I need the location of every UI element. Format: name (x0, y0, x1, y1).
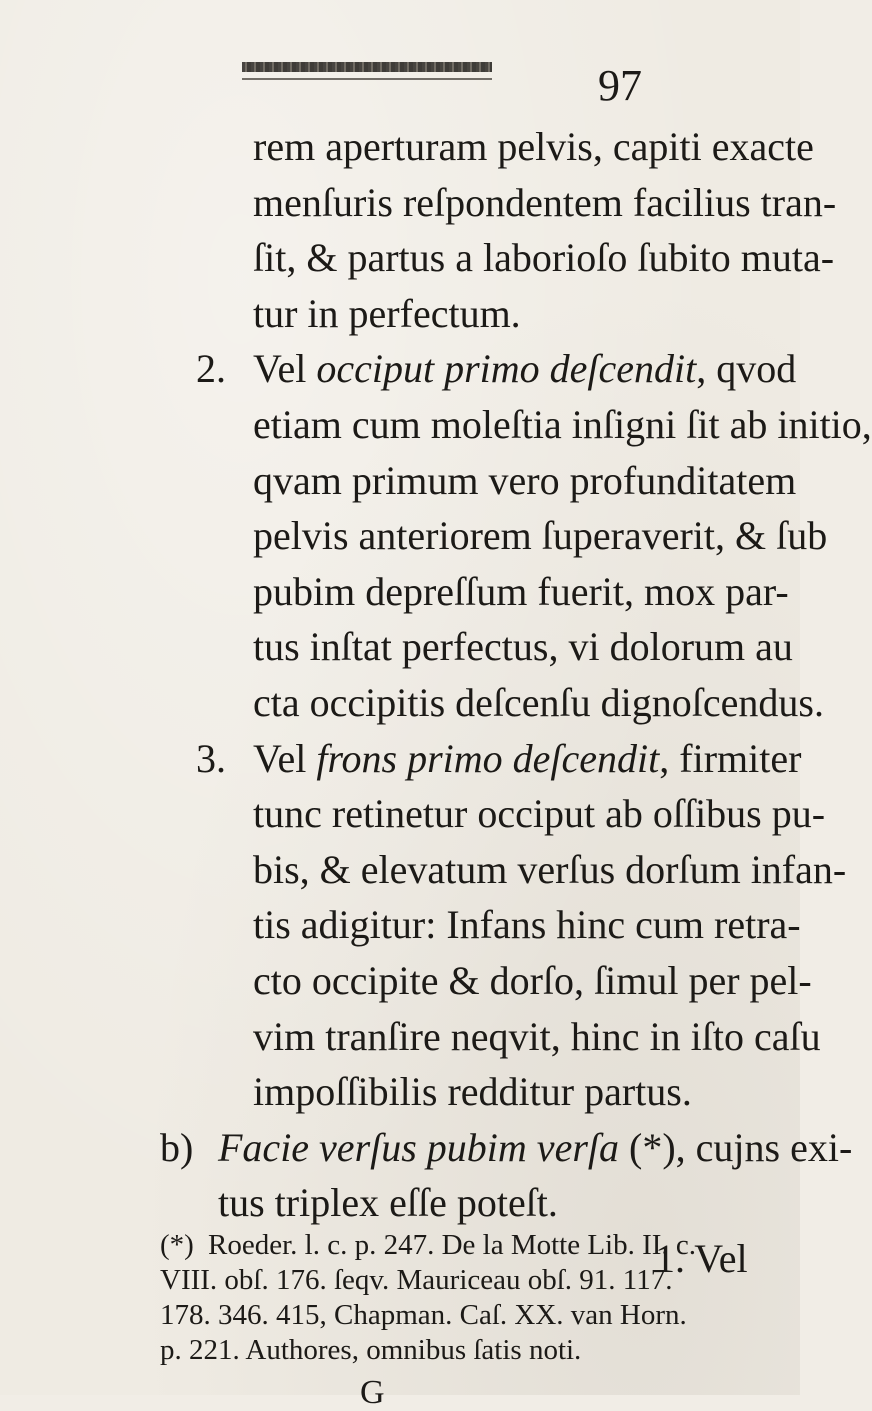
item-number: 3. (196, 736, 226, 781)
text-line: pubim depreſſum fuerit, mox par- (253, 569, 789, 614)
text-line: tunc retinetur occiput ab oſſibus pu- (253, 791, 826, 836)
text-line: etiam cum moleſtia inſigni ſit ab initio, (253, 402, 872, 447)
page-number: 97 (598, 61, 642, 110)
footnote-line: p. 221. Authores, omnibus ſatis noti. (160, 1334, 582, 1366)
header-thin-rule (242, 78, 492, 80)
header-ornament-rule (242, 62, 492, 72)
text-line: pelvis anteriorem ſuperaverit, & ſub (253, 513, 828, 558)
text-line: tur in perfectum. (253, 291, 521, 336)
text-segment: Vel (253, 736, 317, 781)
text-line: cta occipitis deſcenſu dignoſcendus. (253, 680, 824, 725)
italic-phrase: frons primo deſcendit (316, 736, 660, 781)
text-line: tis adigitur: Infans hinc cum retra- (253, 902, 801, 947)
text-line: vim tranſire neqvit, hinc in iſto caſu (253, 1014, 821, 1059)
text-segment: , firmiter (659, 736, 802, 781)
section-letter: b) (160, 1125, 194, 1170)
text-line: cto occipite & dorſo, ſimul per pel- (253, 958, 812, 1003)
text-line (218, 1125, 852, 1171)
text-line: rem aperturam pelvis, capiti exacte (253, 124, 814, 169)
footnote-line: Roeder. l. c. p. 247. De la Motte Lib. II. c. (208, 1229, 697, 1261)
signature-mark: G (360, 1374, 385, 1411)
text-line: menſuris reſpondentem facilius tran- (253, 180, 837, 225)
text-segment: Vel (253, 346, 317, 391)
footnote-line: 178. 346. 415, Chapman. Caſ. XX. van Horn. (160, 1299, 687, 1331)
text-segment: (*), cujns exi- (619, 1125, 853, 1170)
text-segment: , qvod (696, 346, 797, 391)
italic-phrase: Facie verſus pubim verſa (218, 1125, 619, 1170)
italic-phrase: occiput primo deſcendit (316, 346, 697, 391)
text-line (253, 346, 796, 392)
footnote-line: VIII. obſ. 176. ſeqv. Mauriceau obſ. 91. 117. (160, 1264, 673, 1296)
text-line: bis, & elevatum verſus dorſum infan- (253, 847, 847, 892)
text-line: qvam primum vero profunditatem (253, 458, 797, 503)
text-line: tus triplex eſſe poteſt. (218, 1180, 558, 1225)
item-number: 2. (196, 346, 226, 391)
text-line: tus inſtat perfectus, vi dolorum au (253, 624, 793, 669)
catchword: 1. Vel (655, 1236, 748, 1281)
footnote-marker: (*) (160, 1229, 194, 1261)
text-line: impoſſibilis redditur partus. (253, 1069, 692, 1114)
text-line: ſit, & partus a laborioſo ſubito muta- (253, 235, 835, 280)
text-line (253, 736, 801, 782)
